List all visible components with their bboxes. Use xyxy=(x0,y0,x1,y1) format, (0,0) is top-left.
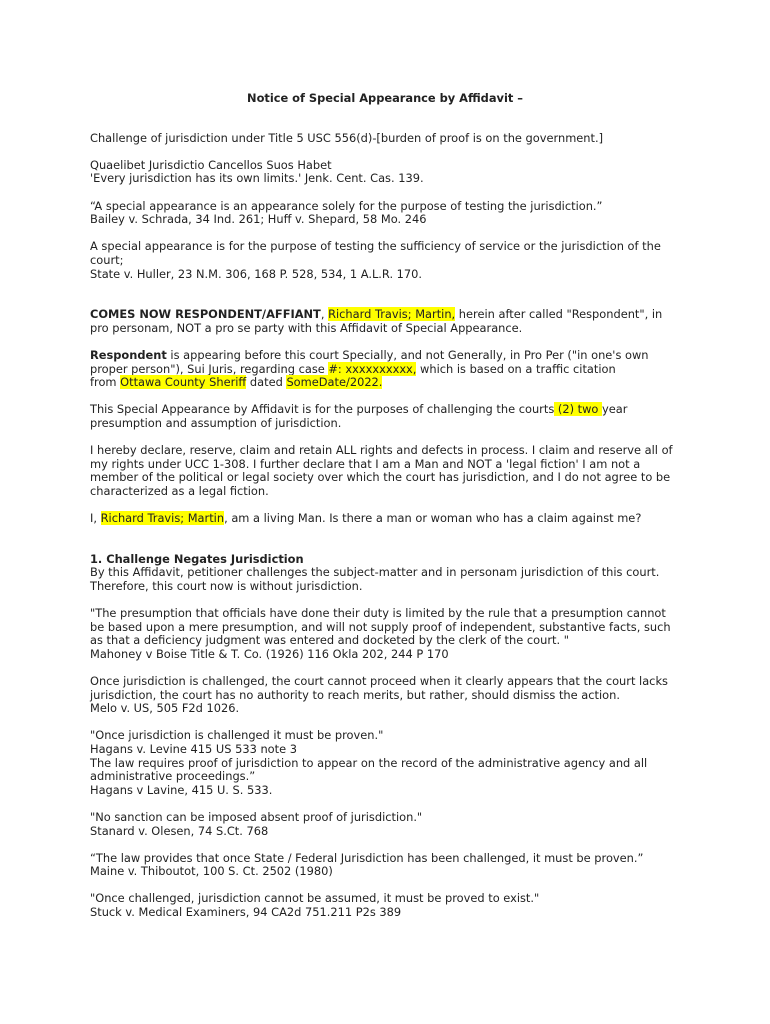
respondent-paragraph xyxy=(90,349,680,390)
respondent-line-3-b: dated xyxy=(246,375,287,390)
comes-now-paragraph xyxy=(90,308,680,335)
special-quote-citation: Bailey v. Schrada, 34 Ind. 261; Huff v. Shepard, 58 Mo. 246 xyxy=(90,212,427,227)
comes-now-lead: COMES NOW RESPONDENT/AFFIANT xyxy=(90,307,321,322)
no-sanction-paragraph xyxy=(90,811,680,838)
living-man-line xyxy=(90,512,680,526)
years-highlight: (2) two xyxy=(554,402,603,417)
no-sanction-line: "No sanction can be imposed absent proof of jurisdiction." xyxy=(90,809,423,824)
hagans-line-3: The law requires proof of jurisdiction to appear on the record of the administrative agency and all xyxy=(90,755,648,770)
maxim-paragraph xyxy=(90,159,680,186)
section-1-p1-line-1: By this Affidavit, petitioner challenges the subject-matter and in personam jurisdiction of this court. xyxy=(90,565,660,580)
no-sanction-citation: Stanard v. Olesen, 74 S.Ct. 768 xyxy=(90,823,269,838)
presumption-line-2: be based upon a mere presumption, and will not supply proof of independent, substantive facts, such xyxy=(90,619,671,634)
document-page xyxy=(90,92,680,933)
hagans-paragraph xyxy=(90,729,680,797)
presumption-line-1: "The presumption that officials have done their duty is limited by the rule that a presumption cannot xyxy=(90,606,666,620)
hagans-citation: Hagans v Lavine, 415 U. S. 533. xyxy=(90,782,273,797)
declaration-line-3: member of the political or legal society over which the court has jurisdiction, and I do not agree to be xyxy=(90,470,671,485)
presumption-paragraph xyxy=(90,607,680,661)
once-challenged-line-1: Once jurisdiction is challenged, the court cannot proceed when it clearly appears that the court lacks xyxy=(90,673,668,688)
challenge-line: Challenge of jurisdiction under Title 5 USC 556(d)-[burden of proof is on the government.] xyxy=(90,130,604,145)
once-challenged-line-2: jurisdiction, the court has no authority to reach merits, but rather, should dismiss the action. xyxy=(90,687,620,702)
living-man-a: I, xyxy=(90,511,101,526)
respondent-line-2-b: which is based on a traffic citation xyxy=(416,361,616,376)
respondent-line-3 xyxy=(90,376,680,390)
presumption-citation: Mahoney v Boise Title & T. Co. (1926) 116 Okla 202, 244 P 170 xyxy=(90,646,449,661)
respondent-lead: Respondent xyxy=(90,347,167,362)
purpose-b: year xyxy=(602,402,628,417)
comes-now-line-2: pro personam, NOT a pro se party with this Affidavit of Special Appearance. xyxy=(90,320,523,335)
section-1-intro xyxy=(90,553,680,594)
declaration-line-1: I hereby declare, reserve, claim and retain ALL rights and defects in process. I claim and reserve all of xyxy=(90,443,673,458)
living-man-name-highlight: Richard Travis; Martin xyxy=(100,511,225,526)
section-1-p1-line-2: Therefore, this court now is without jurisdiction. xyxy=(90,578,363,593)
hagans-line-2: Hagans v. Levine 415 US 533 note 3 xyxy=(90,741,297,756)
respondent-line-3-a: from xyxy=(90,375,121,390)
challenge-paragraph xyxy=(90,132,680,146)
document-title: Notice of Special Appearance by Affidavit – xyxy=(247,91,523,105)
comes-now-line-1 xyxy=(90,308,680,322)
maxim-english: 'Every jurisdiction has its own limits.' Jenk. Cent. Cas. 139. xyxy=(90,171,424,186)
living-man-paragraph xyxy=(90,512,680,526)
purpose-paragraph xyxy=(90,403,680,430)
presumption-line-3: as that a deficiency judgment was entered and docketed by the clerk of the court. " xyxy=(90,633,569,648)
case-number-highlight: #: xxxxxxxxxx, xyxy=(328,361,417,376)
cannot-be-assumed-paragraph xyxy=(90,892,680,919)
comes-now-rest: herein after called "Respondent", in xyxy=(455,307,663,322)
special-purpose-citation: State v. Huller, 23 N.M. 306, 168 P. 528, 534, 1 A.L.R. 170. xyxy=(90,266,423,281)
respondent-rest: is appearing before this court Specially, and not Generally, in Pro Per ("in one's own xyxy=(166,347,649,362)
comes-now-comma: , xyxy=(320,307,329,322)
maxim-latin: Quaelibet Jurisdictio Cancellos Suos Habet xyxy=(90,157,332,172)
law-provides-paragraph xyxy=(90,852,680,879)
hagans-line-1: "Once jurisdiction is challenged it must be proven." xyxy=(90,728,384,743)
special-purpose-line-2: court; xyxy=(90,252,124,267)
declaration-paragraph xyxy=(90,444,680,498)
law-provides-line: “The law provides that once State / Federal Jurisdiction has been challenged, it must be proven.” xyxy=(90,850,644,865)
section-1-heading: 1. Challenge Negates Jurisdiction xyxy=(90,551,304,566)
respondent-line-2-a: proper person"), Sui Juris, regarding case xyxy=(90,361,329,376)
purpose-line-2: presumption and assumption of jurisdiction. xyxy=(90,415,342,430)
special-purpose-paragraph xyxy=(90,240,680,281)
respondent-line-2 xyxy=(90,363,680,377)
cannot-be-assumed-citation: Stuck v. Medical Examiners, 94 CA2d 751.211 P2s 389 xyxy=(90,905,402,920)
respondent-name-highlight: Richard Travis; Martin, xyxy=(328,307,456,322)
declaration-line-2: my rights under UCC 1-308. I further declare that I am a Man and NOT a 'legal fiction' I am not a xyxy=(90,456,641,471)
once-challenged-paragraph xyxy=(90,675,680,716)
special-appearance-quote-paragraph xyxy=(90,200,680,227)
agency-highlight: Ottawa County Sheriff xyxy=(120,375,247,390)
declaration-line-4: characterized as a legal fiction. xyxy=(90,483,269,498)
special-quote: “A special appearance is an appearance solely for the purpose of testing the jurisdiction.” xyxy=(90,198,603,213)
living-man-b: , am a living Man. Is there a man or woman who has a claim against me? xyxy=(224,511,642,526)
once-challenged-citation: Melo v. US, 505 F2d 1026. xyxy=(90,701,240,716)
law-provides-citation: Maine v. Thiboutot, 100 S. Ct. 2502 (1980) xyxy=(90,864,333,879)
cannot-be-assumed-line: "Once challenged, jurisdiction cannot be assumed, it must be proved to exist." xyxy=(90,891,540,906)
respondent-line-1 xyxy=(90,349,680,363)
special-purpose-line-1: A special appearance is for the purpose of testing the sufficiency of service or the jurisdiction of the xyxy=(90,239,661,254)
purpose-line-1 xyxy=(90,403,680,417)
date-highlight: SomeDate/2022. xyxy=(286,375,383,390)
purpose-a: This Special Appearance by Affidavit is for the purposes of challenging the courts xyxy=(90,402,555,417)
hagans-line-4: administrative proceedings.” xyxy=(90,769,256,784)
